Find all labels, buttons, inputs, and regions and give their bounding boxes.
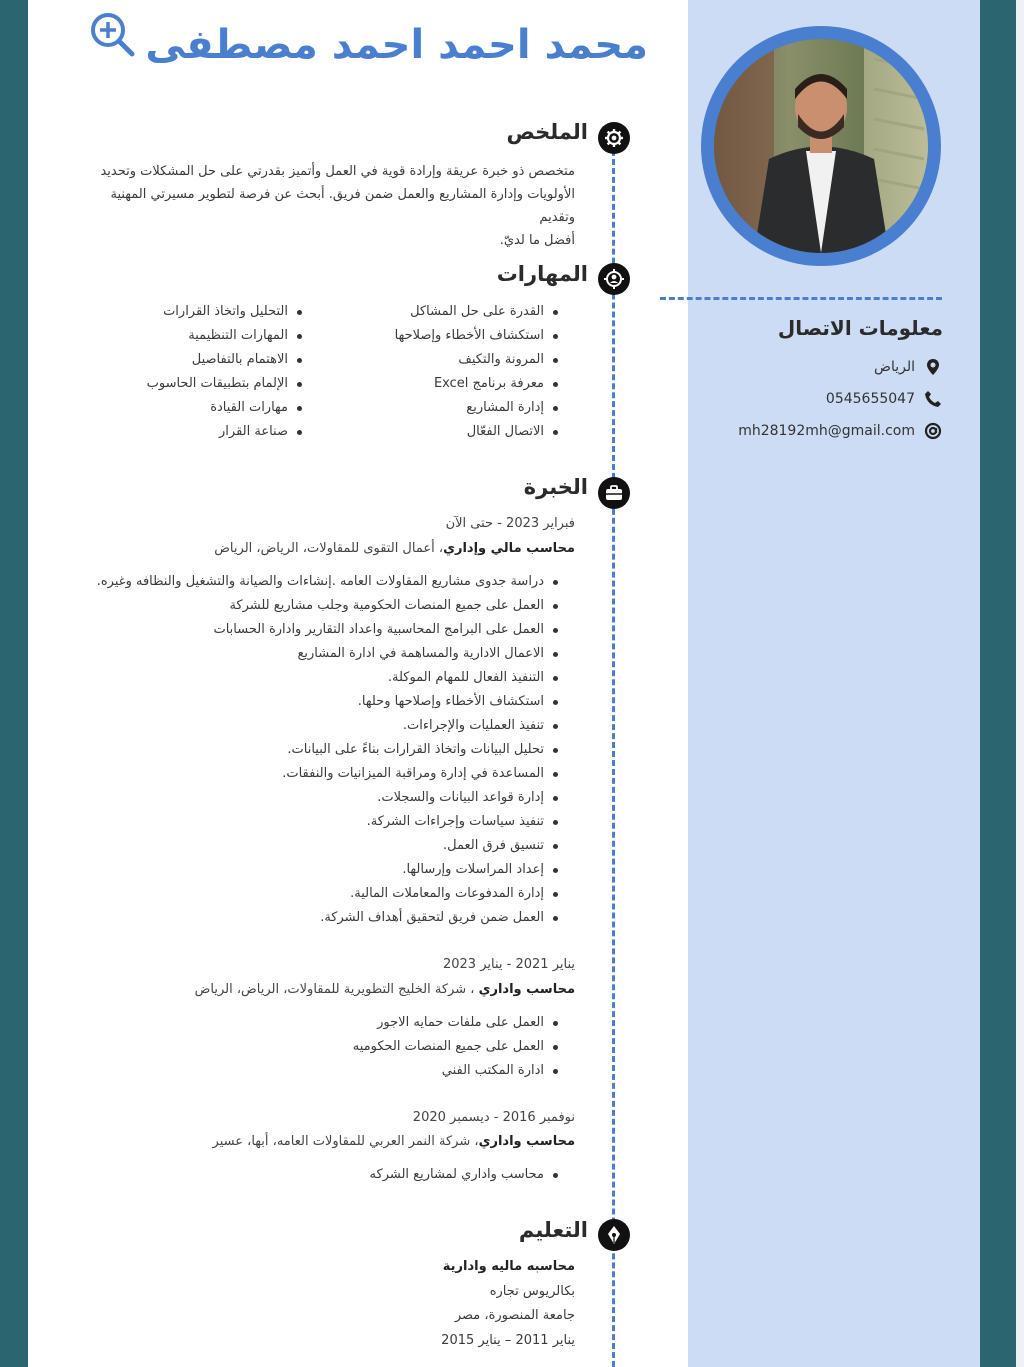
- skill-item: مهارات القيادة: [108, 396, 304, 420]
- profile-photo-frame: [701, 26, 941, 266]
- job-date: يناير 2021 - يناير 2023: [442, 957, 575, 972]
- summary-text: [88, 160, 575, 252]
- contact-email: [688, 419, 943, 443]
- briefcase-icon: [598, 477, 630, 509]
- duty-item: العمل على ملفات حمايه الاجور: [228, 1011, 560, 1035]
- contact-phone: [688, 387, 943, 411]
- pen-nib-icon: [598, 1219, 630, 1251]
- job-company: ، شركة النمر العربي للمقاولات العامه، أبها، عسير: [212, 1134, 479, 1149]
- skill-item: التحليل واتخاذ القرارات: [108, 300, 304, 324]
- skill-item: القدرة على حل المشاكل: [328, 300, 560, 324]
- skills-gear-icon: [598, 263, 630, 295]
- duty-item: تنفيذ سياسات وإجراءات الشركة.: [88, 810, 560, 834]
- job-1-duties: [88, 570, 560, 930]
- summary-line: متخصص ذو خبرة عريقة وإرادة قوية في العمل وأتميز بقدرتي على حل المشكلات وتحديد: [100, 164, 575, 179]
- job-date: نوفمبر 2016 - ديسمبر 2020: [412, 1110, 575, 1125]
- education-school: جامعة المنصورة، مصر: [454, 1308, 575, 1323]
- summary-line: الأولويات وإدارة المشاريع والعمل ضمن فريق. أبحث عن فرصة لتطوير مسيرتي المهنية وتقديم: [110, 187, 575, 225]
- duty-item: العمل على جميع المنصات الحكومية وجلب مشاريع للشركة: [88, 594, 560, 618]
- duty-item: إعداد المراسلات وإرسالها.: [88, 858, 560, 882]
- education-title: التعليم: [518, 1218, 588, 1242]
- education-degree: محاسبه ماليه وادارية: [442, 1259, 575, 1274]
- phone-icon: [923, 389, 943, 409]
- skills-column-1: [328, 300, 560, 444]
- contact-location: [688, 355, 943, 379]
- education-date: يناير 2011 – يناير 2015: [441, 1332, 575, 1348]
- duty-item: تنفيذ العمليات والإجراءات.: [88, 714, 560, 738]
- phone-text[interactable]: 0545655047: [825, 391, 915, 407]
- job-3-duties: [228, 1163, 560, 1187]
- sidebar-divider: [660, 297, 942, 300]
- skill-item: صناعة القرار: [108, 420, 304, 444]
- duty-item: إدارة المدفوعات والمعاملات المالية.: [88, 882, 560, 906]
- duties-list: [88, 570, 560, 930]
- at-sign-icon: [923, 421, 943, 441]
- job-title: [128, 982, 575, 997]
- skills-title: المهارات: [496, 262, 588, 286]
- scroll-edge: [1016, 0, 1024, 1367]
- job-2-duties: [228, 1011, 560, 1083]
- duty-item: إدارة قواعد البيانات والسجلات.: [88, 786, 560, 810]
- candidate-name: محمد احمد احمد مصطفى: [145, 22, 648, 68]
- duty-item: محاسب واداري لمشاريع الشركه: [228, 1163, 560, 1187]
- experience-title: الخبرة: [523, 475, 588, 499]
- skill-item: الاهتمام بالتفاصيل: [108, 348, 304, 372]
- location-pin-icon: [923, 357, 943, 377]
- profile-photo: [714, 39, 928, 253]
- job-role: محاسب مالي وإداري: [443, 541, 575, 556]
- gear-icon: [598, 122, 630, 154]
- skill-item: معرفة برنامج Excel: [328, 372, 560, 396]
- skill-item: الإلمام بتطبيقات الحاسوب: [108, 372, 304, 396]
- skills-column-2: [108, 300, 304, 444]
- duty-item: التنفيذ الفعال للمهام الموكلة.: [88, 666, 560, 690]
- duty-item: الاعمال الادارية والمساهمة في ادارة المشاريع: [88, 642, 560, 666]
- skill-item: المهارات التنظيمية: [108, 324, 304, 348]
- duty-item: العمل على جميع المنصات الحكوميه: [228, 1035, 560, 1059]
- duty-item: العمل ضمن فريق لتحقيق أهداف الشركة.: [88, 906, 560, 930]
- job-date: فبراير 2023 - حتى الآن: [445, 516, 575, 531]
- duty-item: تحليل البيانات واتخاذ القرارات بناءً على البيانات.: [88, 738, 560, 762]
- resume-page: [28, 0, 980, 1367]
- job-role: محاسب واداري: [478, 1134, 575, 1149]
- email-text[interactable]: mh28192mh@gmail.com: [738, 423, 915, 439]
- skill-item: إدارة المشاريع: [328, 396, 560, 420]
- contact-title: معلومات الاتصال: [777, 316, 943, 340]
- duty-item: العمل على البرامج المحاسبية واعداد التقارير وادارة الحسابات: [88, 618, 560, 642]
- skills-list: [108, 300, 304, 444]
- summary-title: الملخص: [506, 120, 588, 144]
- duty-item: دراسة جدوى مشاريع المقاولات العامه .إنشاءات والصيانة والتشغيل والنظافه وغيره.: [88, 570, 560, 594]
- education-level: بكالريوس تجاره: [489, 1283, 575, 1299]
- job-role: محاسب واداري: [478, 982, 575, 997]
- education-block: [328, 1255, 575, 1353]
- job-title: [128, 1134, 575, 1149]
- duty-item: المساعدة في إدارة ومراقبة الميزانيات والنفقات.: [88, 762, 560, 786]
- job-title: [128, 541, 575, 556]
- duty-item: ادارة المكتب الفني: [228, 1059, 560, 1083]
- skill-item: الاتصال الفعّال: [328, 420, 560, 444]
- timeline-line: [612, 150, 615, 1367]
- skill-item: المرونة والتكيف: [328, 348, 560, 372]
- skill-item: استكشاف الأخطاء وإصلاحها: [328, 324, 560, 348]
- job-company: ، شركة الخليج التطويرية للمقاولات، الرياض، الرياض: [194, 982, 479, 997]
- summary-line: أفضل ما لديّ.: [499, 233, 575, 248]
- location-text: الرياض: [874, 359, 915, 375]
- duty-item: استكشاف الأخطاء وإصلاحها وحلها.: [88, 690, 560, 714]
- duties-list: [228, 1163, 560, 1187]
- skills-list: [328, 300, 560, 444]
- duties-list: [228, 1011, 560, 1083]
- duty-item: تنسيق فرق العمل.: [88, 834, 560, 858]
- job-company: ، أعمال التقوى للمقاولات، الرياض، الرياض: [214, 541, 444, 556]
